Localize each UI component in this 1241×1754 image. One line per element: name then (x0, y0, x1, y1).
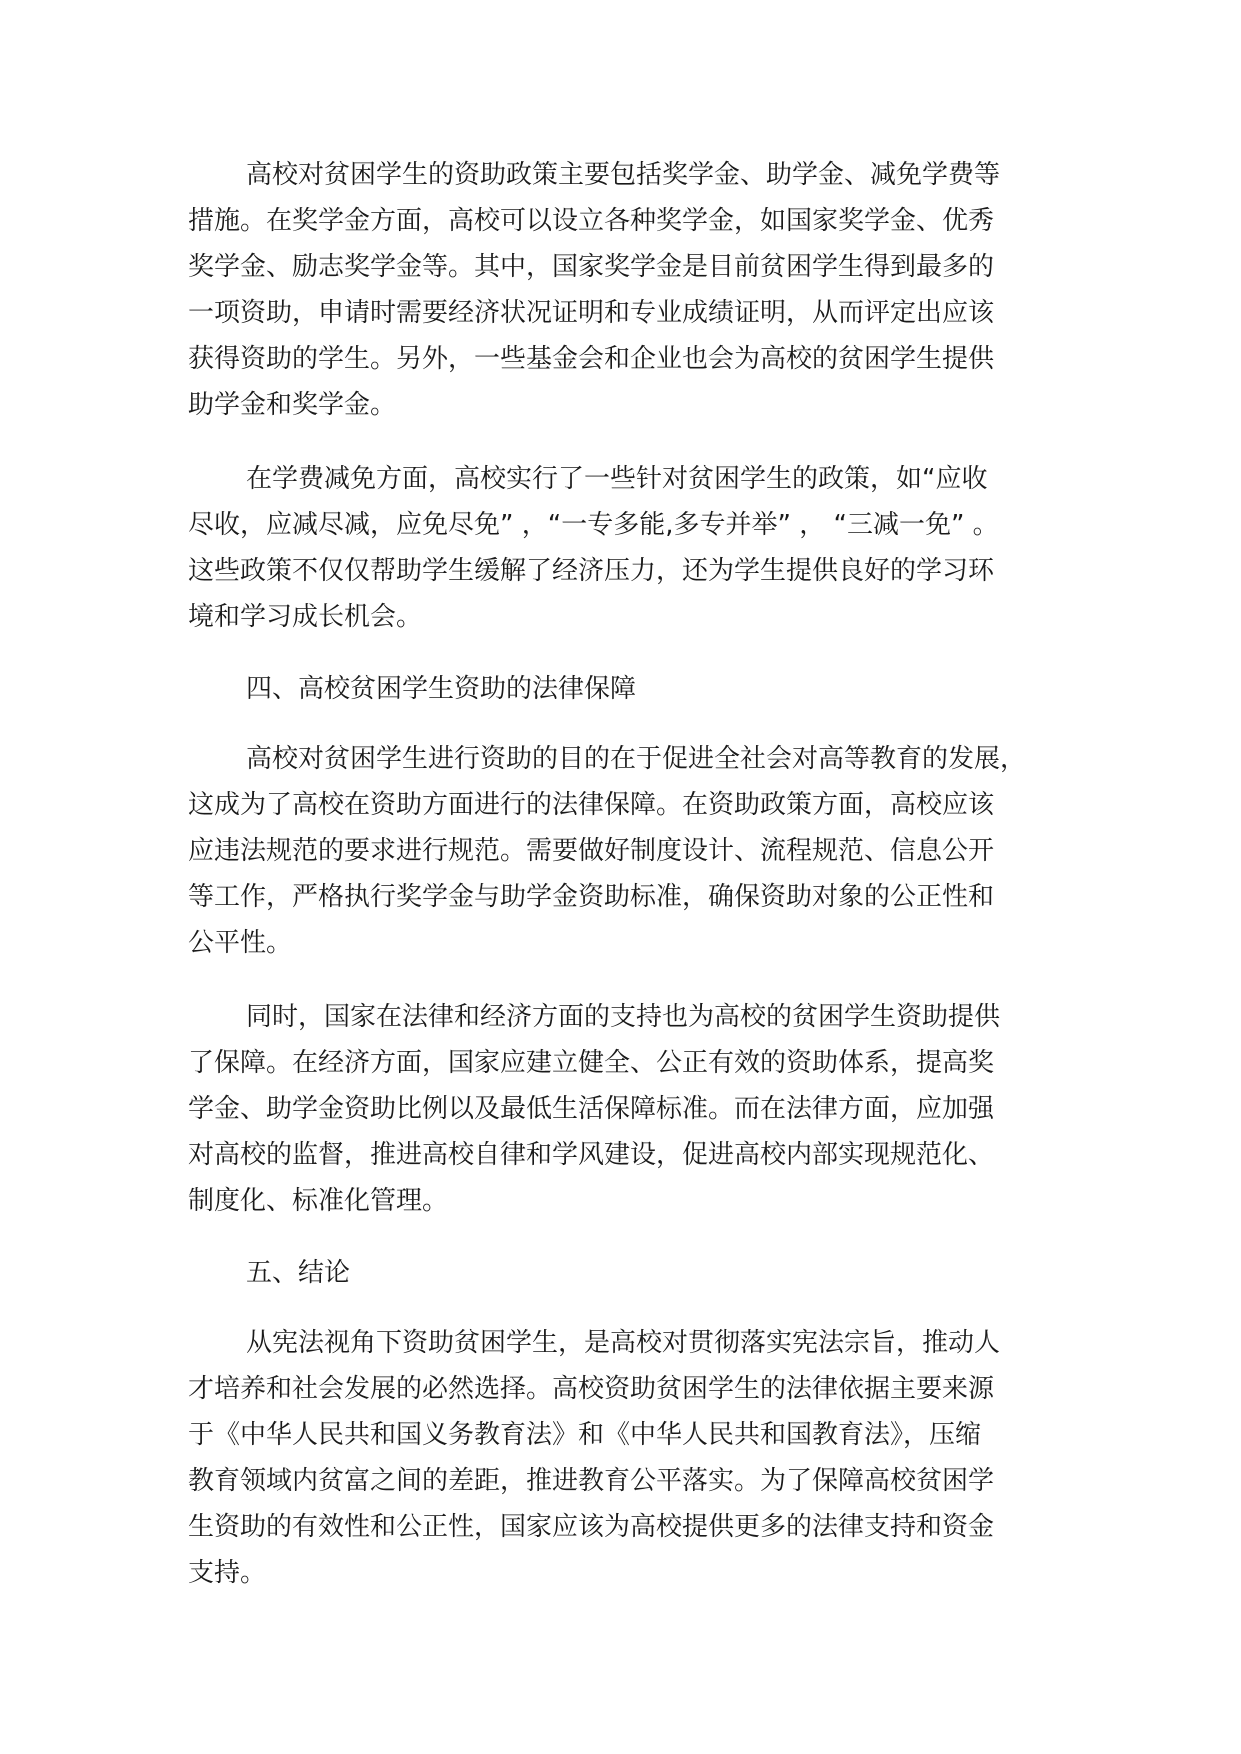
paragraph-scholarship-policy (188, 152, 1068, 428)
text-line: 获得资助的学生。另外，一些基金会和企业也会为高校的贫困学生提供 (188, 344, 995, 374)
text-line: 在学费减免方面，高校实行了一些针对贫困学生的政策，如“应收 (246, 464, 988, 494)
text-line: 支持。 (188, 1558, 267, 1588)
text-line: 一项资助，申请时需要经济状况证明和专业成绩证明，从而评定出应该 (188, 298, 995, 328)
text-line: 尽收，应减尽减，应免尽免” ，“一专多能,多专并举” ， “三减一免” 。 (188, 510, 999, 540)
text-line: 公平性。 (188, 928, 293, 958)
text-line: 生资助的有效性和公正性，国家应该为高校提供更多的法律支持和资金 (188, 1512, 995, 1542)
paragraph-conclusion (188, 1320, 1068, 1596)
text-line: 措施。在奖学金方面，高校可以设立各种奖学金，如国家奖学金、优秀 (188, 206, 995, 236)
document-body (188, 152, 1068, 1596)
text-line: 等工作，严格执行奖学金与助学金资助标准，确保资助对象的公正性和 (188, 882, 995, 912)
text-line: 学金、助学金资助比例以及最低生活保障标准。而在法律方面，应加强 (188, 1094, 995, 1124)
text-line: 奖学金、励志奖学金等。其中，国家奖学金是目前贫困学生得到最多的 (188, 252, 995, 282)
text-line: 应违法规范的要求进行规范。需要做好制度设计、流程规范、信息公开 (188, 836, 995, 866)
text-line: 助学金和奖学金。 (188, 390, 397, 420)
paragraph-state-support (188, 994, 1068, 1224)
paragraph-legal-protection (188, 736, 1068, 966)
text-line: 教育领域内贫富之间的差距，推进教育公平落实。为了保障高校贫困学 (188, 1466, 995, 1496)
text-line: 才培养和社会发展的必然选择。高校资助贫困学生的法律依据主要来源 (188, 1374, 995, 1404)
text-line: 于《中华人民共和国义务教育法》和《中华人民共和国教育法》，压缩 (188, 1420, 982, 1450)
paragraph-tuition-reduction (188, 456, 1068, 640)
text-line: 这些政策不仅仅帮助学生缓解了经济压力，还为学生提供良好的学习环 (188, 556, 995, 586)
text-line: 高校对贫困学生的资助政策主要包括奖学金、助学金、减免学费等 (246, 160, 1001, 190)
text-line: 对高校的监督，推进高校自律和学风建设，促进高校内部实现规范化、 (188, 1140, 995, 1170)
text-line: 了保障。在经济方面，国家应建立健全、公正有效的资助体系，提高奖 (188, 1048, 995, 1078)
text-line: 同时，国家在法律和经济方面的支持也为高校的贫困学生资助提供 (246, 1002, 1001, 1032)
text-line: 制度化、标准化管理。 (188, 1186, 449, 1216)
text-line: 高校对贫困学生进行资助的目的在于促进全社会对高等教育的发展， (246, 744, 1027, 774)
section-heading-legal-protection: 四、高校贫困学生资助的法律保障 (246, 674, 637, 704)
section-heading-conclusion: 五、结论 (246, 1258, 351, 1288)
text-line: 境和学习成长机会。 (188, 602, 423, 632)
text-line: 这成为了高校在资助方面进行的法律保障。在资助政策方面，高校应该 (188, 790, 995, 820)
text-line: 从宪法视角下资助贫困学生，是高校对贯彻落实宪法宗旨，推动人 (246, 1328, 1001, 1358)
